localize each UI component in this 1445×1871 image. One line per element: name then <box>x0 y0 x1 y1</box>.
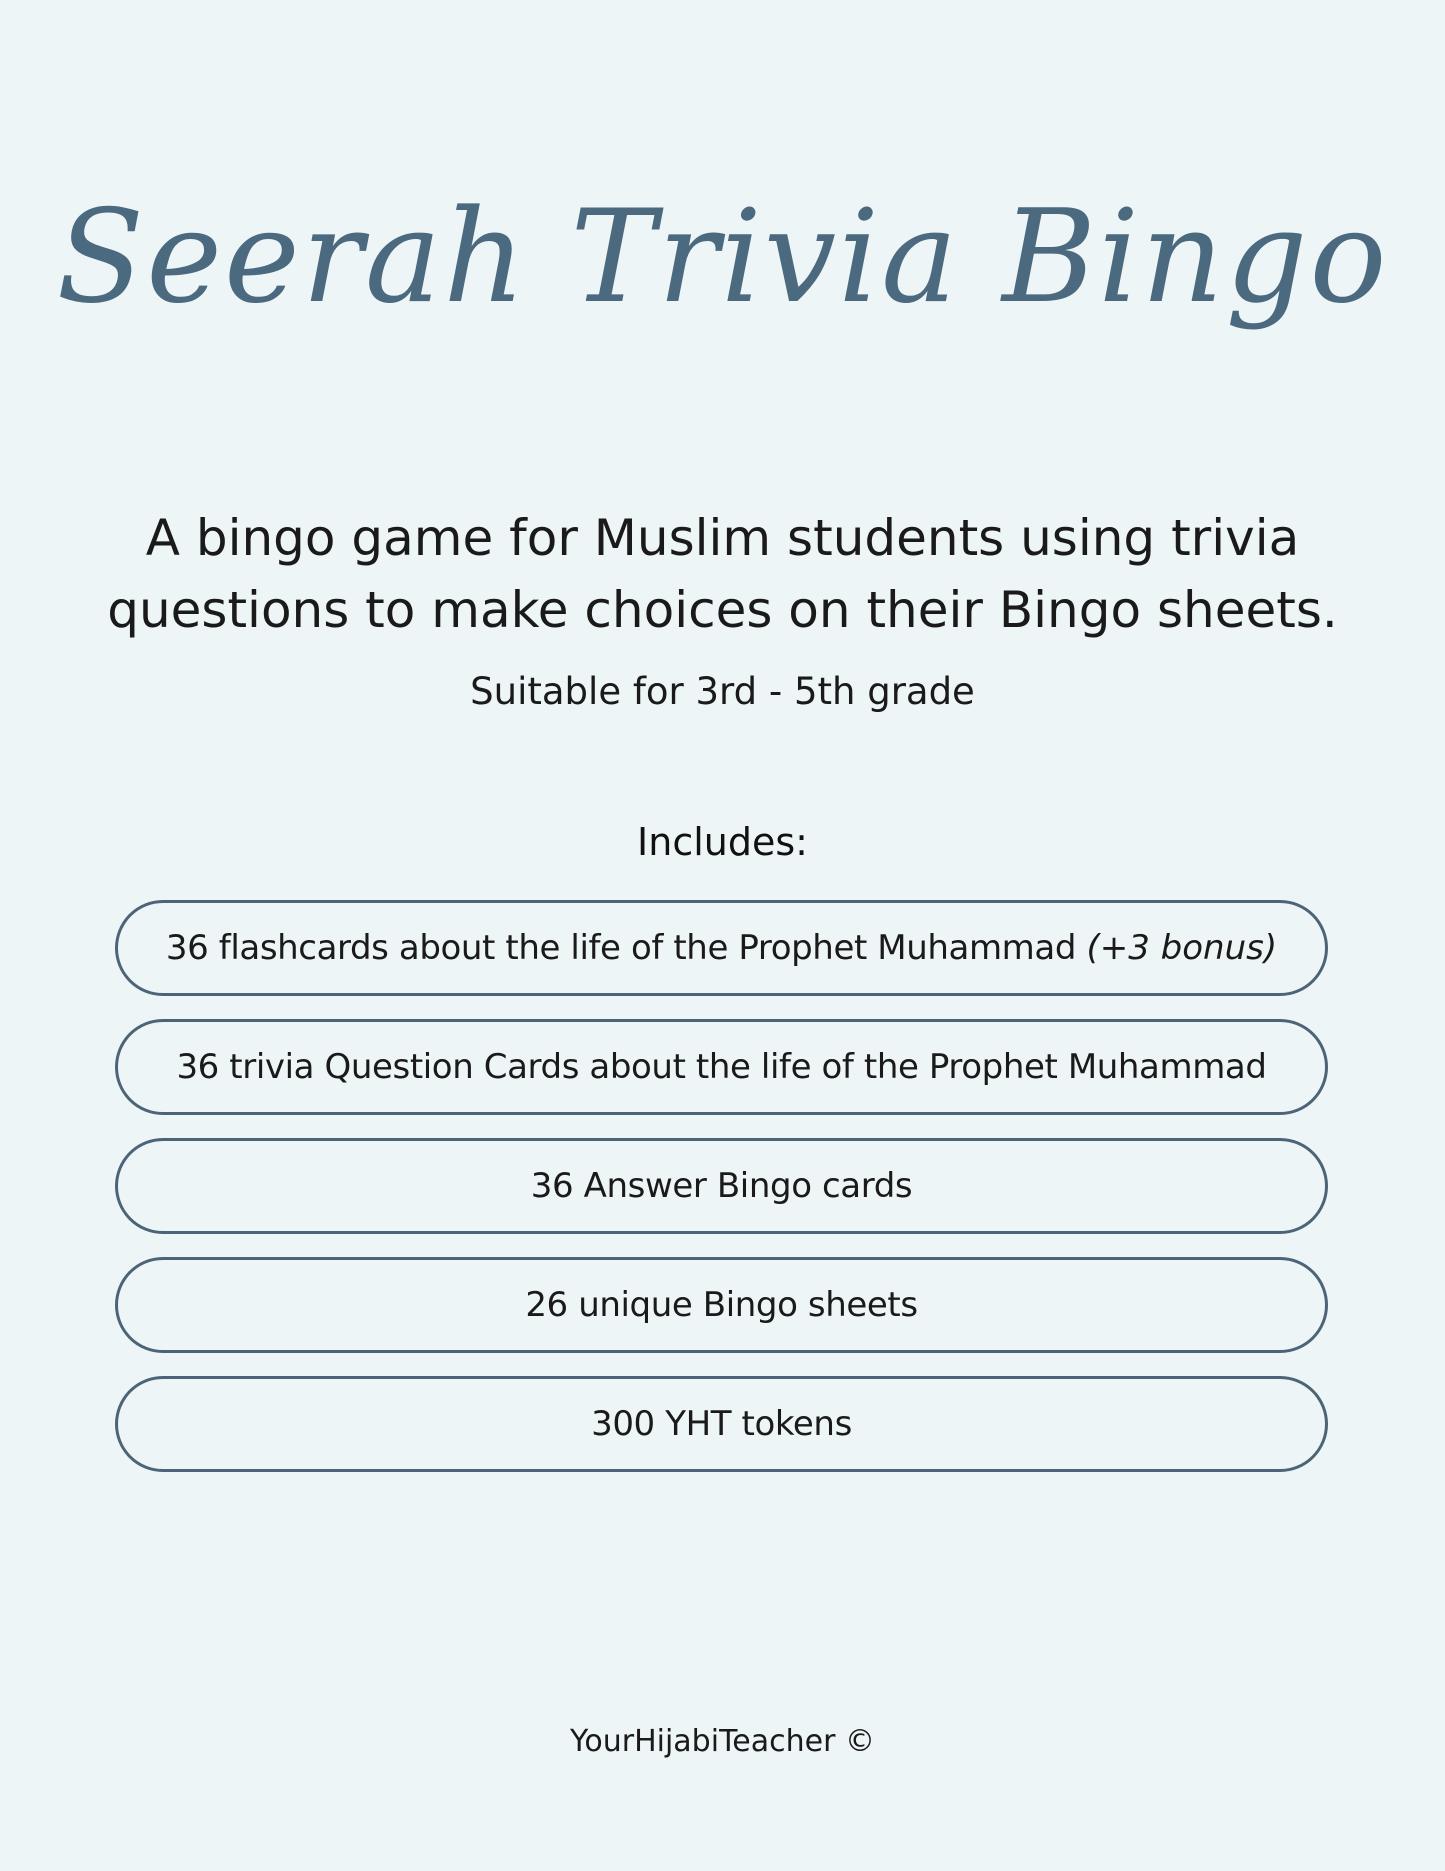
footer-copyright: YourHijabiTeacher © <box>570 1724 875 1759</box>
includes-list <box>115 900 1328 1495</box>
include-item-label: 36 flashcards about the life of the Prophet Muhammad <box>165 928 1087 968</box>
include-item-label: 26 unique Bingo sheets <box>525 1285 918 1325</box>
include-item-flashcards <box>115 900 1328 996</box>
include-item-label: 36 trivia Question Cards about the life of the Prophet Muhammad <box>176 1047 1267 1087</box>
description: A bingo game for Muslim students using trivia questions to make choices on their Bingo sheets. <box>107 509 1338 639</box>
include-item-bingo-sheets <box>115 1257 1328 1353</box>
include-item-question-cards <box>115 1019 1328 1115</box>
page-title: Seerah Trivia Bingo <box>56 183 1389 332</box>
include-item-label: 300 YHT tokens <box>591 1404 852 1444</box>
include-item-tokens <box>115 1376 1328 1472</box>
includes-heading: Includes: <box>637 820 808 864</box>
grade-level: Suitable for 3rd - 5th grade <box>470 670 975 713</box>
include-item-label: 36 Answer Bingo cards <box>530 1166 913 1206</box>
bonus-note: (+3 bonus) <box>1086 928 1278 968</box>
include-item-answer-cards <box>115 1138 1328 1234</box>
